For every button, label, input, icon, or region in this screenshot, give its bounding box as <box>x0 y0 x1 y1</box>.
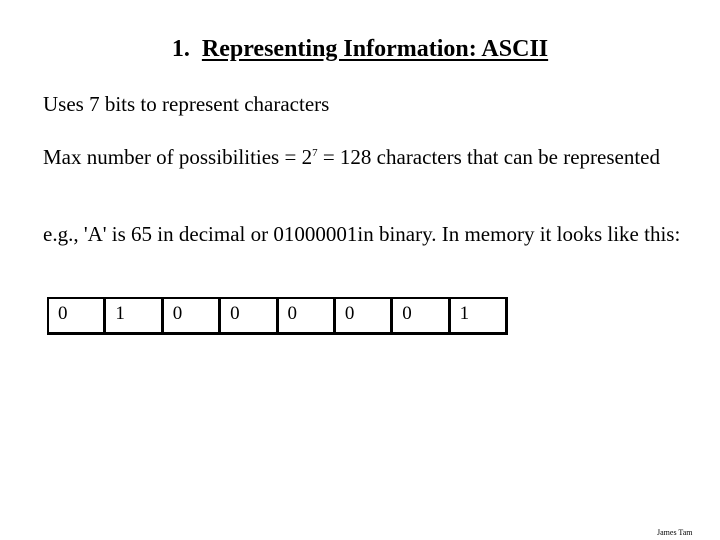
bit-cell: 0 <box>162 299 219 332</box>
bit-cell: 1 <box>104 299 161 332</box>
possibilities-text-before: Max number of possibilities = 2 <box>43 145 313 169</box>
slide-title <box>0 36 720 63</box>
bits-statement: Uses 7 bits to represent characters <box>43 92 330 116</box>
possibilities-text-after: = 128 characters that can be represented <box>317 145 660 169</box>
bit-cell: 0 <box>219 299 276 332</box>
author-footer: James Tam <box>657 528 693 537</box>
bit-cell: 0 <box>334 299 391 332</box>
title-number: 1. <box>171 36 190 62</box>
bit-cell: 0 <box>391 299 448 332</box>
example-statement: e.g., 'A' is 65 in decimal or 01000001in binary. In memory it looks like this: <box>43 222 681 246</box>
bit-cell: 0 <box>49 299 104 332</box>
title-text: Representing Information: ASCII <box>201 36 549 62</box>
exponent: 7 <box>312 147 318 159</box>
possibilities-statement <box>43 144 683 170</box>
bit-cell: 1 <box>449 299 505 332</box>
memory-bit-row <box>47 297 508 335</box>
bit-cell: 0 <box>277 299 334 332</box>
